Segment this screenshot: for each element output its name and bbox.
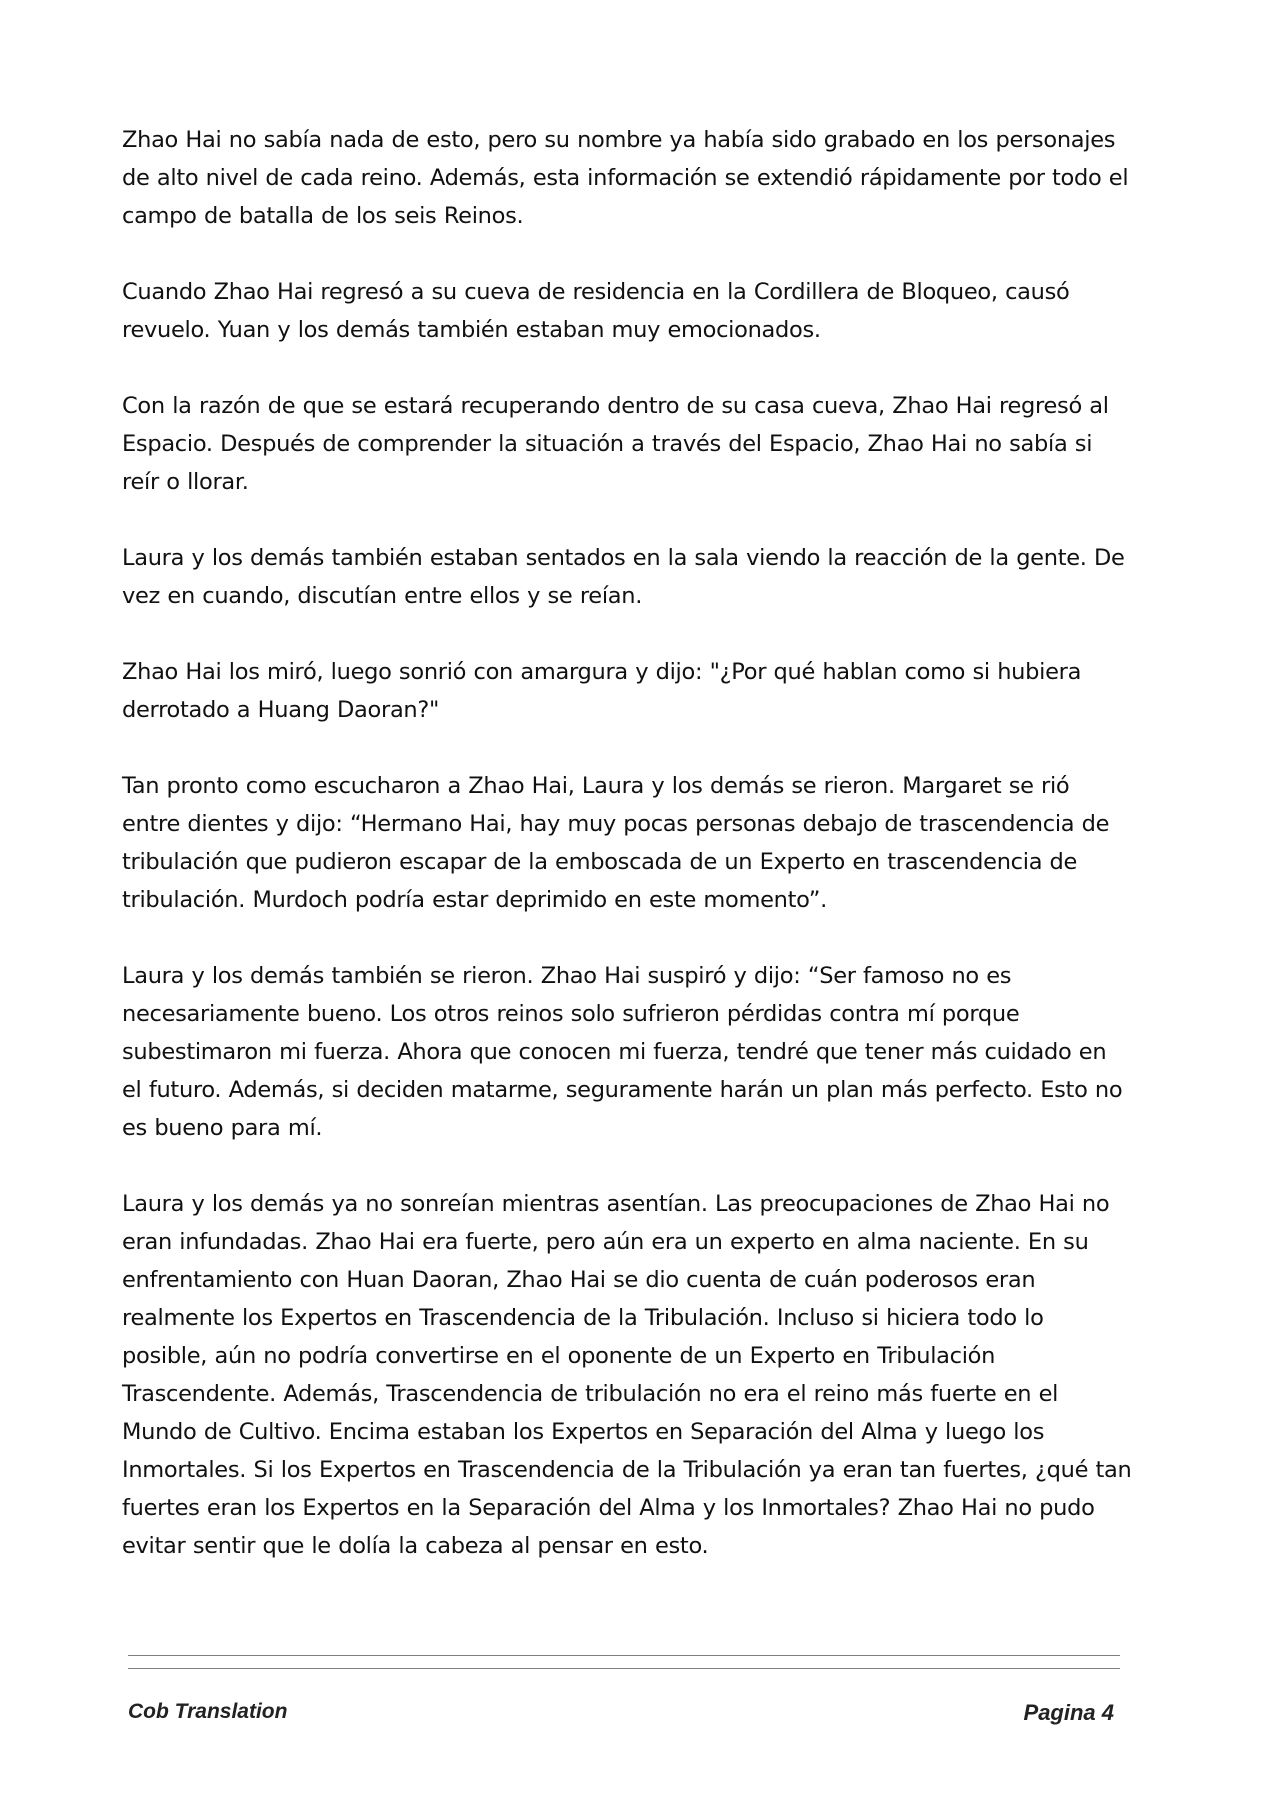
paragraph: Laura y los demás también se rieron. Zhao Hai suspiró y dijo: “Ser famoso no es necesariamente bueno. Los otros reinos solo sufrieron pérdidas contra mí porque subestimaron mi fuerza. Ahora que conocen mi fuerza, tendré que tener más cuidado en el futuro. Además, si deciden matarme, seguramente harán un plan más perfecto. Esto no es bueno para mí. xyxy=(122,963,1123,1141)
paragraph: Laura y los demás también estaban sentados en la sala viendo la reacción de la gente. De vez en cuando, discutían entre ellos y se reían. xyxy=(122,545,1125,609)
footer-page-number: Pagina 4 xyxy=(1023,1700,1114,1725)
footer-divider-top xyxy=(128,1655,1120,1656)
paragraph: Cuando Zhao Hai regresó a su cueva de residencia en la Cordillera de Bloqueo, causó revuelo. Yuan y los demás también estaban muy emocionados. xyxy=(122,279,1070,343)
paragraph: Tan pronto como escucharon a Zhao Hai, Laura y los demás se rieron. Margaret se rió entre dientes y dijo: “Hermano Hai, hay muy pocas personas debajo de trascendencia de tribulación que pudieron escapar de la emboscada de un Experto en trascendencia de tribulación. Murdoch podría estar deprimido en este momento”. xyxy=(122,773,1110,913)
paragraph: Laura y los demás ya no sonreían mientras asentían. Las preocupaciones de Zhao Hai no eran infundadas. Zhao Hai era fuerte, pero aún era un experto en alma naciente. En su enfrentamiento con Huan Daoran, Zhao Hai se dio cuenta de cuán poderosos eran realmente los Expertos en Trascendencia de la Tribulación. Incluso si hiciera todo lo posible, aún no podría convertirse en el oponente de un Experto en Tribulación Trascendente. Además, Trascendencia de tribulación no era el reino más fuerte en el Mundo de Cultivo. Encima estaban los Expertos en Separación del Alma y luego los Inmortales. Si los Expertos en Trascendencia de la Tribulación ya eran tan fuertes, ¿qué tan fuertes eran los Expertos en la Separación del Alma y los Inmortales? Zhao Hai no pudo evitar sentir que le dolía la cabeza al pensar en esto. xyxy=(122,1191,1132,1559)
document-body xyxy=(122,121,1132,1603)
paragraph: Zhao Hai no sabía nada de esto, pero su nombre ya había sido grabado en los personajes de alto nivel de cada reino. Además, esta información se extendió rápidamente por todo el campo de batalla de los seis Reinos. xyxy=(122,127,1129,229)
paragraph: Zhao Hai los miró, luego sonrió con amargura y dijo: "¿Por qué hablan como si hubiera derrotado a Huang Daoran?" xyxy=(122,659,1082,723)
footer-translator-credit: Cob Translation xyxy=(128,1700,288,1723)
paragraph: Con la razón de que se estará recuperando dentro de su casa cueva, Zhao Hai regresó al Espacio. Después de comprender la situación a través del Espacio, Zhao Hai no sabía si reír o llorar. xyxy=(122,393,1109,495)
footer-divider-bottom xyxy=(128,1668,1120,1669)
